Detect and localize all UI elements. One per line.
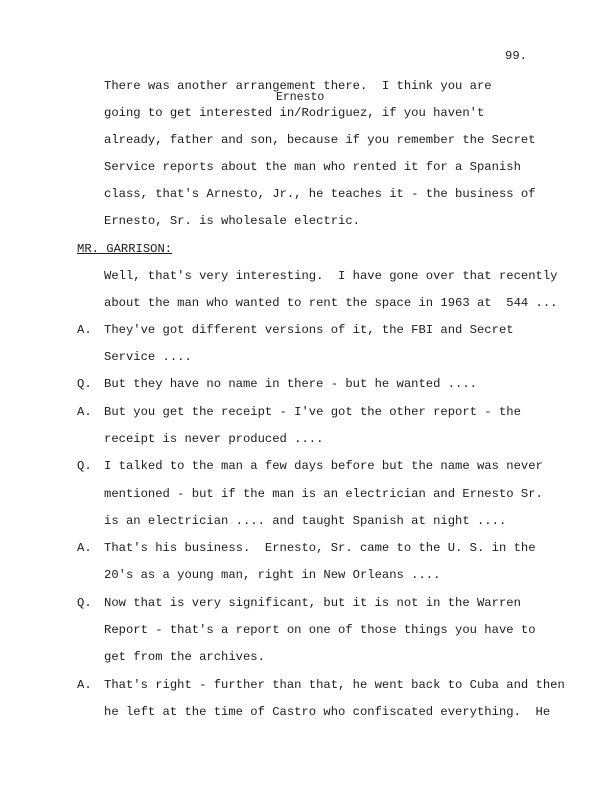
text-line-22: That's right - further than that, he went back to Cuba and then xyxy=(104,678,565,692)
text-line-1: There was another arrangement there. I think you are xyxy=(104,79,492,93)
text-line-10: Service .... xyxy=(104,350,192,364)
text-line-4: Service reports about the man who rented it for a Spanish xyxy=(104,160,521,174)
text-line-7: Well, that's very interesting. I have gone over that recently xyxy=(104,269,558,283)
text-line-21: get from the archives. xyxy=(104,650,265,664)
text-line-19: Now that is very significant, but it is not in the Warren xyxy=(104,596,521,610)
speaker-label: Q. xyxy=(77,377,92,391)
text-line-13: receipt is never produced .... xyxy=(104,432,324,446)
speaker-label: Q. xyxy=(77,596,92,610)
handwritten-insertion: Ernesto xyxy=(276,91,325,104)
text-line-2: going to get interested in/Rodriguez, if you haven't xyxy=(104,106,485,120)
speaker-label: A. xyxy=(77,678,92,692)
text-line-5: class, that's Arnesto, Jr., he teaches it - the business of xyxy=(104,187,536,201)
page-number: 99. xyxy=(505,49,527,63)
speaker-label: Q. xyxy=(77,459,92,473)
speaker-heading: MR. GARRISON: xyxy=(77,242,173,256)
text-line-23: he left at the time of Castro who confiscated everything. He xyxy=(104,705,551,719)
text-line-6: Ernesto, Sr. is wholesale electric. xyxy=(104,214,360,228)
text-line-11: But they have no name in there - but he wanted .... xyxy=(104,377,477,391)
text-line-20: Report - that's a report on one of those things you have to xyxy=(104,623,536,637)
speaker-label: A. xyxy=(77,323,92,337)
text-line-15: mentioned - but if the man is an electrician and Ernesto Sr. xyxy=(104,487,543,501)
speaker-label: A. xyxy=(77,541,92,555)
speaker-label: A. xyxy=(77,405,92,419)
text-line-18: 20's as a young man, right in New Orleans .... xyxy=(104,568,441,582)
text-line-14: I talked to the man a few days before but the name was never xyxy=(104,459,543,473)
text-line-9: They've got different versions of it, the FBI and Secret xyxy=(104,323,514,337)
text-line-3: already, father and son, because if you remember the Secret xyxy=(104,133,536,147)
text-line-12: But you get the receipt - I've got the other report - the xyxy=(104,405,521,419)
text-line-16: is an electrician .... and taught Spanish at night .... xyxy=(104,514,507,528)
text-line-17: That's his business. Ernesto, Sr. came to the U. S. in the xyxy=(104,541,536,555)
text-line-8: about the man who wanted to rent the space in 1963 at 544 ... xyxy=(104,296,558,310)
